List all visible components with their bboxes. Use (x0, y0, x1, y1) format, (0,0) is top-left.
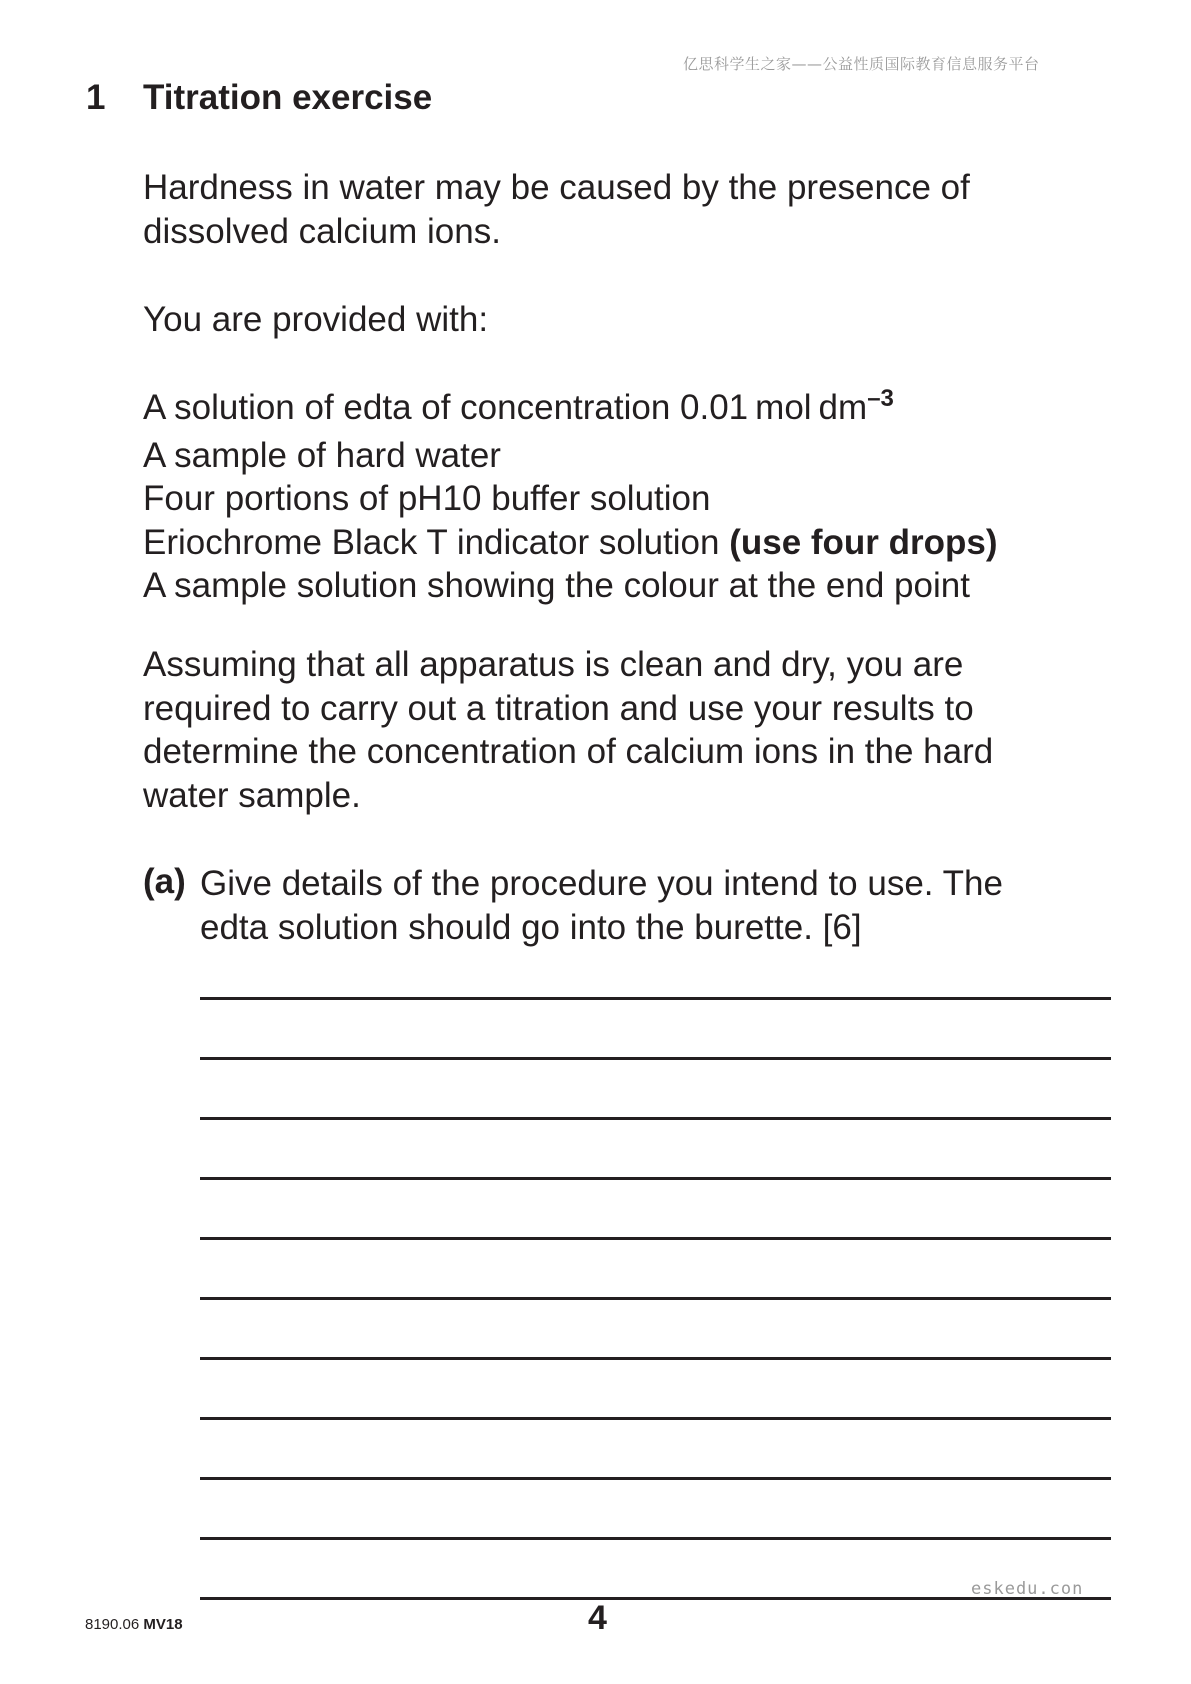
provided-item-edta (143, 386, 1073, 434)
answer-line[interactable] (200, 1237, 1111, 1240)
paper-code-series: MV18 (143, 1616, 183, 1633)
provided-heading (143, 298, 1073, 342)
task-paragraph (143, 643, 1073, 817)
answer-line[interactable] (200, 997, 1111, 1000)
paper-code (85, 1616, 183, 1633)
provided-item-buffer: Four portions of pH10 buffer solution (143, 479, 711, 518)
edta-text: A solution of edta of concentration 0.01 mol dm (143, 388, 868, 427)
part-a-line: Give details of the procedure you intend to use. The (200, 864, 1003, 903)
intro-line: dissolved calcium ions. (143, 211, 501, 251)
provided-item-sample: A sample solution showing the colour at the end point (143, 566, 970, 605)
indicator-note: (use four drops) (729, 522, 998, 562)
provided-list (143, 386, 1073, 608)
part-a-line: edta solution should go into the burette. [6] (200, 907, 862, 947)
page-number: 4 (588, 1599, 607, 1637)
task-line: Assuming that all apparatus is clean and dry, you are (143, 645, 964, 684)
answer-line[interactable] (200, 1057, 1111, 1060)
answer-line[interactable] (200, 1117, 1111, 1120)
paper-code-number: 8190.06 (85, 1616, 144, 1633)
answer-line[interactable] (200, 1357, 1111, 1360)
intro-line: Hardness in water may be caused by the presence of (143, 168, 970, 207)
question-number: 1 (86, 78, 106, 117)
task-line: water sample. (143, 775, 361, 815)
answer-line[interactable] (200, 1537, 1111, 1540)
answer-line[interactable] (200, 1297, 1111, 1300)
part-a-label: (a) (143, 862, 186, 901)
intro-paragraph (143, 166, 1073, 253)
footer-watermark: eskedu.con (971, 1579, 1084, 1599)
provided-item-hard-water: A sample of hard water (143, 435, 501, 475)
header-watermark: 亿思科学生之家——公益性质国际教育信息服务平台 (683, 55, 1040, 73)
edta-exponent: –3 (867, 385, 894, 412)
provided-heading-text: You are provided with: (143, 300, 489, 339)
question-title: Titration exercise (143, 78, 433, 117)
part-a-prompt (200, 862, 1080, 949)
answer-line[interactable] (200, 1477, 1111, 1480)
answer-line[interactable] (200, 1417, 1111, 1420)
task-line: determine the concentration of calcium ions in the hard (143, 732, 994, 771)
task-line: required to carry out a titration and use your results to (143, 688, 974, 728)
provided-item-indicator (143, 521, 1073, 565)
answer-line[interactable] (200, 1177, 1111, 1180)
indicator-text: Eriochrome Black T indicator solution (143, 522, 730, 562)
